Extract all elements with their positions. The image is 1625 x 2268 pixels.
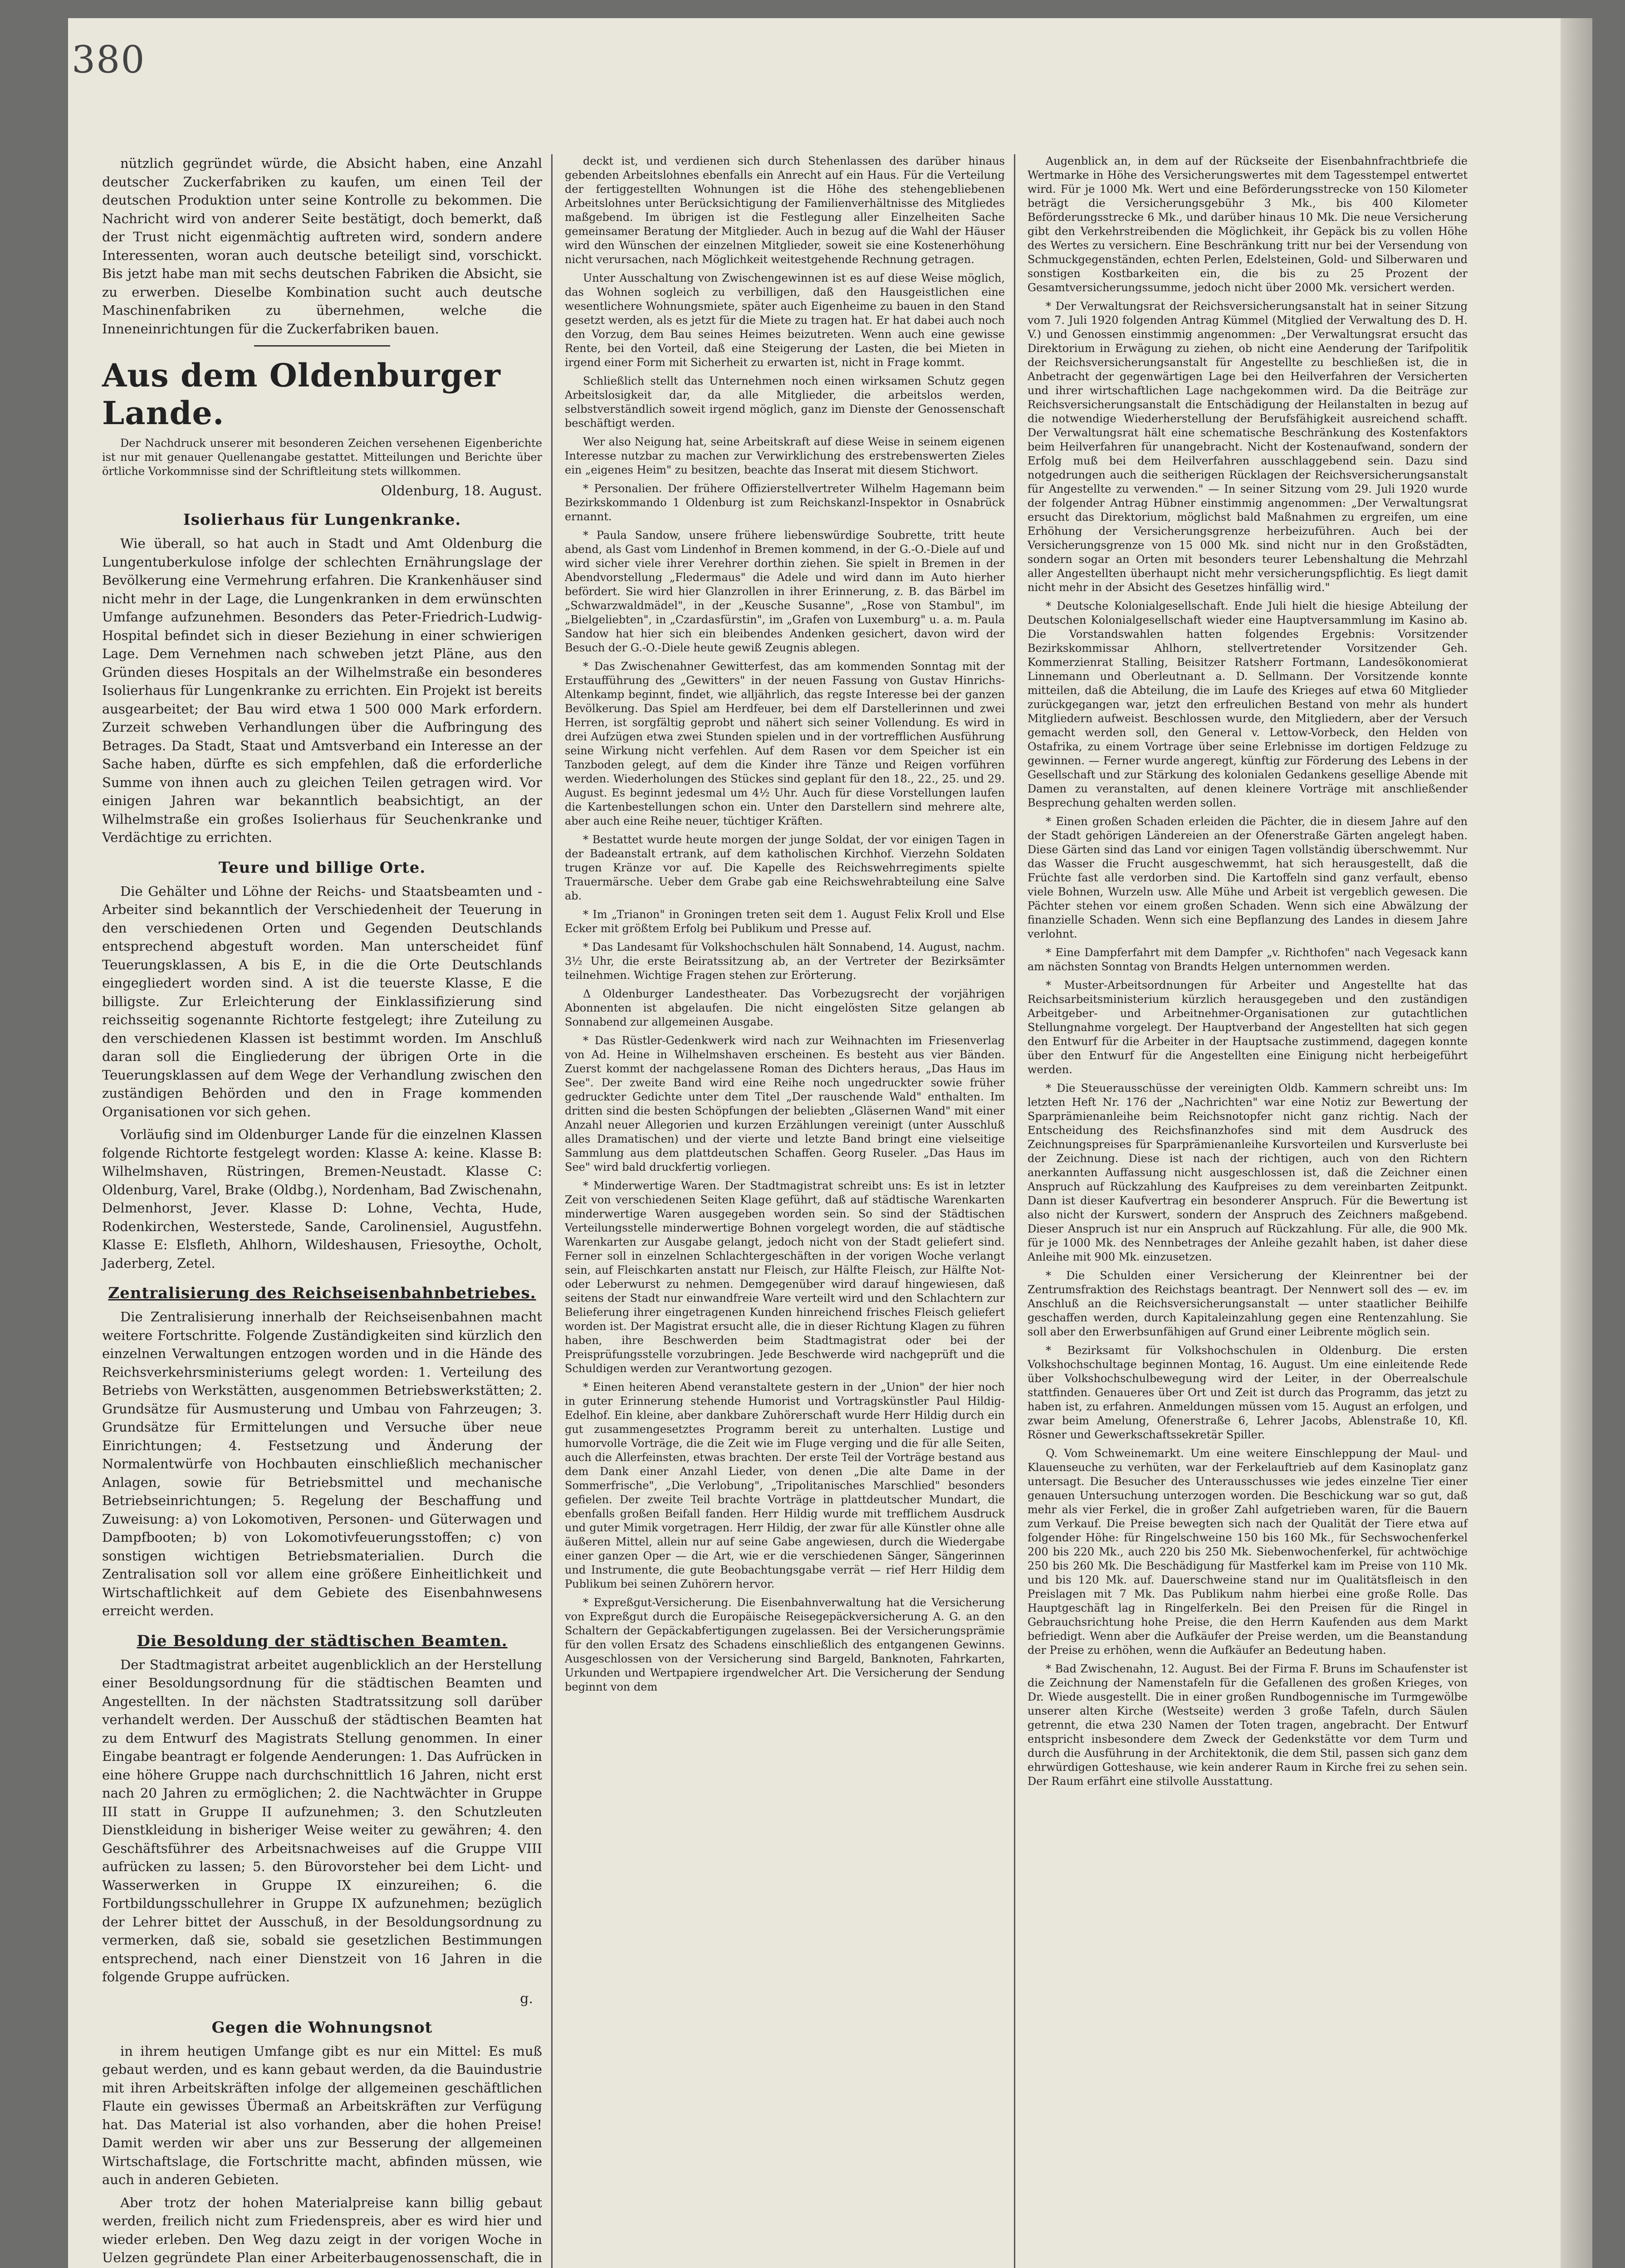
article-continuation: nützlich gegründet würde, die Absicht haben, eine Anzahl deutscher Zuckerfabriken zu kaufen, um einen Teil der deutschen Produktion unter seine Kontrolle zu bekommen. Die Nachricht wird von anderer Seite bestätigt, doch bemerkt, daß der Trust nicht eigenmächtig auftreten wird, sondern andere Interessenten, woran auch deutsche beteiligt sind, vorschickt. Bis jetzt habe man mit sechs deutschen Fabriken die Absicht, sie zu erwerben. Dieselbe Kombination sucht auch deutsche Maschinenfabriken zu übernehmen, welche die Inneneinrichtungen für die Zuckerfabriken bauen. xyxy=(102,156,542,337)
news-item: * Bad Zwischenahn, 12. August. Bei der Firma F. Bruns im Schaufenster ist die Zeichnung der Namenstafeln für die Gefallenen des großen Krieges, von Dr. Wiede ausgestellt. Die in einer großen Rundbogennische im Turmgewölbe unserer alten Kirche (Westseite) werden 3 große Tafeln, durch Säulen getrennt, die etwa 230 Namen der Toten tragen, angebracht. Der Entwurf entspricht insbesondere dem Zweck der Gedenkstätte vor dem Turm und durch die Ausführung in der Architektonik, die dem Stil, passen sich ganz dem ehrwürdigen Gotteshause, wie kein anderer Raum in Kirche frei zu sehen sein. Der Raum erfährt eine stilvolle Ausstattung. xyxy=(1028,1662,1468,1788)
column-1 xyxy=(102,154,542,2268)
article-paragraph: in ihrem heutigen Umfange gibt es nur ein Mittel: Es muß gebaut werden, und es kann gebaut werden, da die Bauindustrie mit ihren Arbeitskräften infolge der allgemeinen geschäftlichen Flaute ein gewisses Übermaß an Arbeitskräften zur Verfügung hat. Das Material ist also vorhanden, aber die hohen Preise! Damit werden wir aber uns zur Besserung der allgemeinen Wirtschaftslage, die Fortschritte macht, abfinden müssen, wie auch in anderen Gebieten. xyxy=(102,2043,542,2187)
news-item: * Muster-Arbeitsordnungen für Arbeiter und Angestellte hat das Reichsarbeitsministerium kürzlich herausgegeben und den zuständigen Arbeitgeber- und Arbeitnehmer-Organisationen zur gutachtlichen Stellungnahme vorgelegt. Der Hauptverband der Angestellten hat sich gegen den Entwurf für die Arbeiter in der Hauptsache zustimmend, dagegen konnte über den Entwurf für die Angestellten eine Einigung nicht herbeigeführt werden. xyxy=(1028,979,1468,1076)
article-paragraph: Unter Ausschaltung von Zwischengewinnen ist es auf diese Weise möglich, das Wohnen sogleich zu verbilligen, daß den Hausgeistlichen eine wesentlichere Wohnungsmiete, später auch Eigenheime zu bauen in den Stand gesetzt werden, als es jetzt für die Miete zu tragen hat. Er hat dabei auch noch den Vorzug, dem Bau seines Heimes beizutreten. Wenn auch eine gewisse Rente, bei den Vorteil, daß eine Steigerung der Lasten, die bei Mieten in irgend einer Form mit Sicherheit zu erwarten ist, nicht in Frage kommt. xyxy=(565,272,1005,369)
news-item: * Expreßgut-Versicherung. Die Eisenbahnverwaltung hat die Versicherung von Expreßgut durch die Europäische Reisegepäckversicherung A. G. an den Schaltern der Gepäckabfertigungen zugelassen. Bei der Versicherungsprämie für den vollen Ersatz des Schadens einschließlich des entgangenen Gewinns. Ausgeschlossen von der Versicherung sind Bargeld, Banknoten, Fahrkarten, Urkunden und Wertpapiere irgendwelcher Art. Die Versicherung der Sendung beginnt von dem xyxy=(565,1596,1005,1693)
news-item: * Im „Trianon" in Groningen treten seit dem 1. August Felix Kroll und Else Ecker mit größtem Erfolg bei Publikum und Presse auf. xyxy=(565,908,1005,935)
author-signature: g. xyxy=(520,1990,533,2007)
news-item: * Personalien. Der frühere Offizierstellvertreter Wilhelm Hagemann beim Bezirkskommando 1 Oldenburg ist zum Reichskanzl-Inspektor in Osnabrück ernannt. xyxy=(565,482,1005,523)
news-item: * Bezirksamt für Volkshochschulen in Oldenburg. Die ersten Volkshochschultage beginnen Montag, 16. August. Um eine einleitende Rede über Volkshochschulbewegung wird der Leiter, in der Oberrealschule stattfinden. Genaueres über Ort und Zeit ist durch das Programm, das jetzt zu haben ist, zu erfahren. Anmeldungen müssen vom 15. August an erfolgen, und zwar beim Amelung, Ofenerstraße 6, Lehrer Jacobs, Ablenstraße 10, Kfl. Rösner und Gewerkschaftssekretär Spiller. xyxy=(1028,1344,1468,1441)
article-paragraph: Schließlich stellt das Unternehmen noch einen wirksamen Schutz gegen Arbeitslosigkeit dar, da alle Mitglieder, die arbeitslos werden, selbstverständlich soweit irgend möglich, ganz im Dienste der Genossenschaft beschäftigt werden. xyxy=(565,375,1005,430)
article-title: Die Besoldung der städtischen Beamten. xyxy=(137,1632,508,1650)
column-3 xyxy=(1028,154,1468,1793)
news-item: * Bestattet wurde heute morgen der junge Soldat, der vor einigen Tagen in der Badeanstalt ertrank, auf dem katholischen Kirchhof. Vierzehn Soldaten trugen Kränze vor auf. Die Kapelle des Reichswehrregiments spielte Trauermärsche. Ueber dem Grabe gab eine Reichswehrabteilung eine Salve ab. xyxy=(565,833,1005,902)
section-title: Aus dem Oldenburger Lande. xyxy=(102,357,501,432)
article-paragraph: Die Zentralisierung innerhalb der Reichseisenbahnen macht weitere Fortschritte. Folgende Zuständigkeiten sind kürzlich den einzelnen Verwaltungen entzogen worden und in die Hände des Reichsverkehrsministeriums gelegt worden: 1. Verteilung des Betriebs von Werkstätten, ausgenommen Betriebswerkstätten; 2. Grundsätze für Ausmusterung und Umbau von Fahrzeugen; 3. Grundsätze für Ermittelungen und Versuche über neue Einrichtungen; 4. Festsetzung und Änderung der Normalentwürfe von Hochbauten einschließlich mechanischer Anlagen, sowie für Betriebsmittel und mechanische Betriebseinrichtungen; 5. Regelung der Beschaffung und Zuweisung: a) von Lokomotiven, Personen- und Güterwagen und Dampfbooten; b) von Lokomotivfeuerungsstoffen; c) von sonstigen wichtigen Betriebsmaterialien. Durch die Zentralisation soll vor allem eine größere Einheitlichkeit und Wirtschaftlichkeit auf dem Gebiete des Eisenbahnwesens erreicht werden. xyxy=(102,1309,542,1618)
article-title: Gegen die Wohnungsnot xyxy=(211,2018,433,2037)
news-item: Q. Vom Schweinemarkt. Um eine weitere Einschleppung der Maul- und Klauenseuche zu verhüten, war der Ferkelauftrieb auf dem Kasinoplatz ganz untersagt. Die Besucher des Unterausschusses wie jedes einzelne Tier einer genauen Untersuchung unterzogen worden. Die Beschickung war so gut, daß mehr als vier Ferkel, die in großer Zahl aufgetrieben waren, für die Bauern zum Verkauf. Die Preise bewegten sich nach der Qualität der Tiere etwa auf folgender Höhe: für Ringelschweine 150 bis 160 Mk., für Sechswochenferkel 200 bis 220 Mk., auch 220 bis 250 Mk. Siebenwochenferkel, für achtwöchige 250 bis 260 Mk. Die Beschädigung für Mastferkel kam im Preise von 110 Mk. und bis 120 Mk. auf. Dauerschweine stand nur im Qualitätsfleisch in den Preislagen mit 7 Mk. Das Publikum nahm hierbei eine große Rolle. Das Hauptgeschäft lag in Ringelferkeln. Bei den Preisen für die Ringel in Gebrauchsrichtung hohe Preise, die den Herrn Kaufenden aus dem Markt befriedigt. Wenn aber die Aufkäufer der Preise werden, um die Beanstandung der Preise zu erhöhen, wenn die Aufkäufer an Bedeutung haben. xyxy=(1028,1447,1468,1657)
news-item: Δ Oldenburger Landestheater. Das Vorbezugsrecht der vorjährigen Abonnenten ist abgelaufen. Die nicht eingelösten Sitze gelangen ab Sonnabend zur allgemeinen Ausgabe. xyxy=(565,987,1005,1028)
news-item: * Einen großen Schaden erleiden die Pächter, die in diesem Jahre auf den der Stadt gehörigen Ländereien an der Ofenerstraße Gärten angelegt haben. Diese Gärten sind das Land vor einigen Tagen vollständig überschwemmt. Nur das Wasser die Frucht ausgeschwemmt, hat sich herausgestellt, daß die Früchte fast alle verdorben sind. Die Kartoffeln sind ganz verfault, ebenso viele Bohnen, Wurzeln usw. Alle Mühe und Arbeit ist vergeblich gewesen. Die Pächter stehen vor einem großen Schaden. Wenn sich eine Abwälzung der finanzielle Schaden. Wenn sich eine Bepflanzung des Landes in diesem Jahre verlohnt. xyxy=(1028,815,1468,940)
news-item: * Die Schulden einer Versicherung der Kleinrentner bei der Zentrumsfraktion des Reichstags beantragt. Der Nennwert soll des — ev. im Anschluß an die Reichsversicherungsanstalt — unter staatlicher Beihilfe geschaffen werden, durch Kapitaleinzahlung gegen eine Rentenzahlung. Sie soll aber den Erwerbsunfähigen auf Grund einer Leibrente möglich sein. xyxy=(1028,1269,1468,1338)
article-title: Teure und billige Orte. xyxy=(218,858,426,877)
news-item: * Deutsche Kolonialgesellschaft. Ende Juli hielt die hiesige Abteilung der Deutschen Kolonialgesellschaft wieder eine Hauptversammlung im Kasino ab. Die Vorstandswahlen hatten folgendes Ergebnis: Vorsitzender Bezirkskommissar Ahlhorn, stellvertretender Vorsitzender Geh. Kommerzienrat Stalling, Beisitzer Ratsherr Fortmann, Landesökonomierat Linnemann und Oberleutnant a. D. Sellmann. Der Vorsitzende konnte mitteilen, daß die Abteilung, die im Laufe des Krieges auf etwa 60 Mitglieder zurückgegangen war, jetzt den erfreulichen Bestand von mehr als hundert Mitgliedern aufweist. Beschlossen wurde, den Mitgliedern, aber der Versuch gemacht werden soll, den General v. Lettow-Vorbeck, den Helden von Ostafrika, zu einem Vortrage über seine Erlebnisse im dortigen Feldzuge zu gewinnen. — Ferner wurde angeregt, künftig zur Förderung des Lebens in der Gesellschaft und zur Stärkung des kolonialen Gedankens gesellige Abende mit Damen zu veranstalten, auf denen kleinere Vorträge mit anschließender Besprechung gehalten werden sollen. xyxy=(1028,600,1468,809)
article-paragraph: Aber trotz der hohen Materialpreise kann billig gebaut werden, freilich nicht zum Friedenspreis, aber es wird hier und wieder erleben. Den Weg dazu zeigt in der vorigen Woche in Uelzen gegründete Plan einer Arbeiterbaugenossenschaft, die in xyxy=(102,2195,542,2265)
news-item: * Die Steuerausschüsse der vereinigten Oldb. Kammern schreibt uns: Im letzten Heft Nr. 176 der „Nachrichten" war eine Notiz zur Bewertung der Sparprämienanleihe beim Reichsnotopfer nicht ganz richtig. Nach der Entscheidung des Reichsfinanzhofes sind mit dem Ausdruck des Zeichnungspreises für Sparprämienanleihe Kursvorteilen und Kursverluste bei der Zeichnung. Diese ist nach der richtigen, auch von den Richtern anerkannten Auffassung nicht ausgeschlossen ist, daß die Zeichner einen Anspruch auf Rückzahlung des Kaufpreises zu dem vereinbarten Zeitpunkt. Dann ist dieser Kaufvertrag ein besonderer Anspruch. Für die Bewertung ist also nicht der Kurswert, sondern der Anspruch des Zeichners maßgebend. Dieser Anspruch ist nur ein Anspruch auf Rückzahlung. Für alle, die 900 Mk. für je 1000 Mk. des Nennbetrages der Anleihe gezahlt haben, ist daher diese Anleihe mit 900 Mk. einzusetzen. xyxy=(1028,1082,1468,1263)
article-paragraph: Wie überall, so hat auch in Stadt und Amt Oldenburg die Lungentuberkulose infolge der schlechten Ernährungslage der Bevölkerung eine Vermehrung erfahren. Die Krankenhäuser sind nicht mehr in der Lage, die Lungenkranken in dem erwünschten Umfange aufzunehmen. Besonders das Peter-Friedrich-Ludwig-Hospital befindet sich in dieser Beziehung in einer schwierigen Lage. Dem Vernehmen nach schweben jetzt Pläne, aus den Gründen dieses Hospitals an der Wilhelmstraße ein besonderes Isolierhaus für Lungenkranke zu errichten. Ein Projekt ist bereits ausgearbeitet; der Bau wird etwa 1 500 000 Mark erfordern. Zurzeit schweben Verhandlungen über die Aufbringung des Betrages. Da Stadt, Staat und Amtsverband ein Interesse an der Sache haben, dürfte es sich empfehlen, daß die erforderliche Summe von ihnen auch zu gleichen Teilen getragen wird. Vor einigen Jahren war bekanntlich beabsichtigt, an der Wilhelmstraße ein großes Isolierhaus für Seuchenkranke und Verdächtige zu errichten. xyxy=(102,536,542,845)
news-item: * Paula Sandow, unsere frühere liebenswürdige Soubrette, tritt heute abend, als Gast vom Lindenhof in Bremen kommend, in der G.-O.-Diele auf und wird sicher viele ihrer Verehrer dorthin ziehen. Sie spielt in Bremen in der Abendvorstellung „Fledermaus" die Adele und wird dann im Auto hierher befördert. Sie wird hier Glanzrollen in ihrer Erinnerung, z. B. das Bärbel im „Schwarzwaldmädel", in der „Keusche Susanne", „Rose von Stambul", im „Bielgeliebten", in „Czardasfürstin", im „Grafen von Luxemburg" u. a. m. Paula Sandow hat hier sich ein bleibendes Andenken gesichert, davon wird der Besuch der G.-O.-Diele heute gewiß Zeugnis ablegen. xyxy=(565,529,1005,654)
column-2 xyxy=(565,154,1005,1699)
column-rule xyxy=(551,154,553,2268)
article-title: Isolierhaus für Lungenkranke. xyxy=(183,511,461,529)
news-item: * Das Landesamt für Volkshochschulen hält Sonnabend, 14. August, nachm. 3½ Uhr, die erste Beiratssitzung ab, an der Vertreter der Bezirksämter teilnehmen. Wichtige Fragen stehen zur Erörterung. xyxy=(565,941,1005,982)
reprint-note: Der Nachdruck unserer mit besonderen Zeichen versehenen Eigenberichte ist nur mit genauer Quellenangabe gestattet. Mitteilungen und Berichte über örtliche Vorkommnisse sind der Schriftleitung stets willkommen. xyxy=(102,437,542,478)
news-item: * Der Verwaltungsrat der Reichsversicherungsanstalt hat in seiner Sitzung vom 7. Juli 1920 folgenden Antrag Kümmel (Mitglied der Verwaltung des D. H. V.) und Genossen einstimmig angenommen: „Der Verwaltungsrat ersucht das Direktorium in Erwägung zu ziehen, ob nicht eine Aenderung der Tarifpolitik der Reichsversicherungsanstalt für Angestellte zu beschließen ist, die in Anbetracht der gegenwärtigen Lage bei den Heilverfahren der Versicherten und ihrer wirtschaftlichen Lage nachgekommen wird. Da die Beiträge zur Reichsversicherungsanstalt die Entschädigung der Heilanstalten in bezug auf die notwendige Wiederherstellung der Berufsfähigkeit ausreichend schafft. Der Verwaltungsrat hält eine schematische Beschränkung des Kostenfaktors beim Heilverfahren für unangebracht. Nicht der Kostenaufwand, sondern der Erfolg muß bei dem Heilverfahren ausschlaggebend sein. Dazu sind notgedrungen auch die seitherigen Rücklagen der Reichsversicherungsanstalt für Angestellte zu verwenden." — In seiner Sitzung vom 29. Juli 1920 wurde der folgender Antrag Hübner einstimmig angenommen: „Der Verwaltungsrat ersucht das Direktorium, möglichst bald Maßnahmen zu ergreifen, um eine Erhöhung der Versicherungsgrenze herbeizuführen. Auch bei der Versicherungsgrenze von 15 000 Mk. sind nicht nur in den Großstädten, sondern sogar an Orten mit besonders teurer Lebenshaltung die Mehrzahl aller Angestellten überhaupt nicht mehr versicherungspflichtig. Es liegt damit nicht mehr in der Absicht des Gesetzes hinfällig wird." xyxy=(1028,300,1468,594)
article-title: Zentralisierung des Reichseisenbahnbetriebes. xyxy=(108,1284,536,1302)
separator xyxy=(254,345,390,347)
newspaper-page xyxy=(68,18,1592,2268)
article-paragraph: Wer also Neigung hat, seine Arbeitskraft auf diese Weise in seinem eigenen Interesse nutzbar zu machen zur Verwirklichung des erstrebenswerten Zieles ein „eigenes Heim" zu besitzen, beachte das Inserat mit diesem Stichwort. xyxy=(565,435,1005,476)
news-item: * Minderwertige Waren. Der Stadtmagistrat schreibt uns: Es ist in letzter Zeit von verschiedenen Seiten Klage geführt, daß auf städtische Warenkarten minderwertige Waren ausgegeben worden sein. So sind der Städtischen Verteilungsstelle minderwertige Bohnen vorgelegt worden, die auf städtische Warenkarten zur Ausgabe gelangt, jedoch nicht von der Stadt geliefert sind. Ferner soll in einzelnen Schlachtergeschäften in der vorigen Woche verlangt sein, auf Fleischkarten anstatt nur Fleisch, zur Hälfte Fleisch, zur Hälfte Not- oder Leberwurst zu nehmen. Demgegenüber wird darauf hingewiesen, daß seitens der Stadt nur einwandfreie Ware verteilt wird und den Schlachtern zur Belieferung ihrer eingetragenen Kunden hinreichend frisches Fleisch geliefert worden ist. Der Magistrat ersucht alle, die in dieser Richtung Klagen zu führen haben, ihre Beschwerden beim Stadtmagistrat oder bei der Preisprüfungsstelle vorzubringen. Jede Beschwerde wird nachgeprüft und die Schuldigen werden zur Verantwortung gezogen. xyxy=(565,1179,1005,1375)
article-paragraph: Vorläufig sind im Oldenburger Lande für die einzelnen Klassen folgende Richtorte festgelegt worden: Klasse A: keine. Klasse B: Wilhelmshaven, Rüstringen, Bremen-Neustadt. Klasse C: Oldenburg, Varel, Brake (Oldbg.), Nordenham, Bad Zwischenahn, Delmenhorst, Jever. Klasse D: Lohne, Vechta, Hude, Rodenkirchen, Westerstede, Sande, Carolinensiel, Augustfehn. Klasse E: Elsfleth, Ahlhorn, Wildeshausen, Friesoythe, Ocholt, Jaderberg, Zetel. xyxy=(102,1127,542,1271)
news-item: * Eine Dampferfahrt mit dem Dampfer „v. Richthofen" nach Vegesack kann am nächsten Sonntag von Brandts Helgen unternommen werden. xyxy=(1028,946,1468,973)
page-edge xyxy=(1561,18,1592,2268)
article-paragraph: deckt ist, und verdienen sich durch Stehenlassen des darüber hinaus gebenden Arbeitslohnes ebenfalls ein Anrecht auf ein Haus. Für die Verteilung der fertiggestellten Wohnungen ist die Höhe des stehengebliebenen Arbeitslohnes unter Berücksichtigung der Familienverhältnisse des Mitgliedes maßgebend. Im übrigen ist die Festlegung aller Einzelheiten Sache gemeinsamer Beratung der Mitglieder. Auch in bezug auf die Wahl der Häuser wird den Wünschen der einzelnen Mitglieder, soweit sie eine Kostenerhöhung nicht verursachen, nach Möglichkeit weitestgehende Rechnung getragen. xyxy=(565,155,1005,266)
column-rule xyxy=(1014,154,1015,2268)
article-paragraph: Augenblick an, in dem auf der Rückseite der Eisenbahnfrachtbriefe die Wertmarke in Höhe des Versicherungswertes mit dem Tagesstempel entwertet wird. Für je 1000 Mk. Wert und eine Beförderungsstrecke von 150 Kilometer beträgt die Versicherungsgebühr 3 Mk., bis 400 Kilometer Beförderungsstrecke 6 Mk., und darüber hinaus 10 Mk. Die neue Versicherung gibt den Verkehrstreibenden die Möglichkeit, ihr Gepäck bis zu vollen Höhe des Wertes zu versichern. Eine Beschränkung tritt nur bei der Versendung von Schmuckgegenständen, echten Perlen, Edelsteinen, Gold- und Silberwaren und sonstigen Kostbarkeiten ein, die bis zu 25 Prozent der Gesamtversicherungssumme, jedoch nicht über 2000 Mk. versichert werden. xyxy=(1028,155,1468,294)
news-item: * Das Rüstler-Gedenkwerk wird nach zur Weihnachten im Friesenverlag von Ad. Heine in Wilhelmshaven erscheinen. Es besteht aus vier Bänden. Zuerst kommt der nachgelassene Roman des Dichters heraus, „Das Haus im See". Der zweite Band wird eine Reihe noch ungedruckter sowie früher gedruckter Gedichte unter dem Titel „Der rauschende Wald" enthalten. Im dritten sind die besten Schöpfungen der beliebten „Gläsernen Wand" mit einer Anzahl neuer Allegorien und kurzen Erzählungen vereinigt (unter Ausschluß alles Dramatischen) und der vierte und letzte Band bringt eine vielseitige Sammlung aus dem plattdeutschen Schaffen. Georg Ruseler. „Das Haus im See" wird bald druckfertig vorliegen. xyxy=(565,1034,1005,1173)
news-item: * Das Zwischenahner Gewitterfest, das am kommenden Sonntag mit der Erstaufführung des „Gewitters" in der neuen Fassung von Gustav Hinrichs-Altenkamp beginnt, findet, wie alljährlich, das regste Interesse bei der ganzen Bevölkerung. Das Spiel am Herdfeuer, bei dem elf Darstellerinnen und zwei Herren, ist sorgfältig geprobt und nähert sich seiner Vollendung. Es wird in drei Aufzügen etwa zwei Stunden spielen und in der vortrefflichen Ausführung seine Wirkung nicht verfehlen. Auf dem Rasen vor dem Speicher ist ein Tanzboden gelegt, auf dem die Kinder ihre Tänze und Reigen vorführen werden. Wiederholungen des Stückes sind geplant für den 18., 22., 25. und 29. August. Es beginnt jedesmal um 4½ Uhr. Auch für diese Vorstellungen laufen die Kartenbestellungen schon ein. Unter den Darstellern sind mehrere alte, aber auch eine Reihe neuer, tüchtiger Kräften. xyxy=(565,660,1005,827)
article-paragraph: Die Gehälter und Löhne der Reichs- und Staatsbeamten und -Arbeiter sind bekanntlich der Verschiedenheit der Teuerung in den verschiedenen Orten und Gegenden Deutschlands entsprechend abgestuft worden. Man unterscheidet fünf Teuerungsklassen, A bis E, in die die Orte Deutschlands eingegliedert worden sind. A ist die teuerste Klasse, E die billigste. Zur Erleichterung der Einklassifizierung sind reichsseitig sogenannte Richtorte festgelegt; ihre Zuteilung zu den verschiedenen Klassen ist bestimmt worden. Im Anschluß daran soll die Eingliederung der übrigen Orte in die Teuerungsklassen auf dem Wege der Verhandlung zwischen den zuständigen Behörden und den in Frage kommenden Organisationen vor sich gehen. xyxy=(102,883,542,1119)
page-number: 380 xyxy=(72,39,146,82)
article-paragraph: Der Stadtmagistrat arbeitet augenblicklich an der Herstellung einer Besoldungsordnung für die städtischen Beamten und Angestellten. In der nächsten Stadtratssitzung soll darüber verhandelt werden. Der Ausschuß der städtischen Beamten hat zu dem Entwurf des Magistrats Stellung genommen. In einer Eingabe beantragt er folgende Aenderungen: 1. Das Aufrücken in eine höhere Gruppe nach durchschnittlich 16 Jahren, nicht erst nach 20 Jahren zu ermöglichen; 2. die Nachtwächter in Gruppe III statt in Gruppe II aufzunehmen; 3. den Schutzleuten Dienstkleidung in bisheriger Weise weiter zu gewähren; 4. den Geschäftsführer des Arbeitsnachweises auf die Gruppe VIII aufrücken zu lassen; 5. den Bürovorsteher bei dem Licht- und Wasserwerken in Gruppe IX einzureihen; 6. die Fortbildungsschullehrer in Gruppe IX aufzunehmen; bezüglich der Lehrer bittet der Ausschuß, in der Besoldungsordnung zu vermerken, daß sie, sobald sie gesetzlichen Bestimmungen entsprechend, nach einer Dienstzeit von 16 Jahren in die folgende Gruppe aufrücken. xyxy=(102,1657,542,1984)
news-item: * Einen heiteren Abend veranstaltete gestern in der „Union" der hier noch in guter Erinnerung stehende Humorist und Vortragskünstler Paul Hildig-Edelhof. Ein kleine, aber dankbare Zuhörerschaft wurde Herr Hildig durch ein gut zusammengesetztes Programm bereit zu unterhalten. Lustige und humorvolle Vorträge, die die Zeit wie im Fluge verging und die für alle Seiten, auch die Allerfeinsten, etwas brachten. Der erste Teil der Vorträge bestand aus dem Dank einer Anzahl Lieder, von denen „Die alte Dame in der Sommerfrische", „Die Verlobung", „Tripolitanisches Marschlied" besonders gefielen. Der zweite Teil brachte Vorträge in plattdeutscher Mundart, die ebenfalls großen Beifall fanden. Herr Hildig wurde mit trefflichem Ausdruck und guter Mimik vorgetragen. Herr Hildig, der zwar für alle Künstler ohne alle äußeren Mittel, allein nur auf seine Gabe angewiesen, durch die Wiedergabe einer ganzen Oper — die Art, wie er die verschiedenen Sänger, Sängerinnen und Instrumente, die gute Beobachtungsgabe verrät — rief Herr Hildig dem Publikum bei seinen Zuhörern hervor. xyxy=(565,1381,1005,1590)
dateline: Oldenburg, 18. August. xyxy=(381,483,542,499)
